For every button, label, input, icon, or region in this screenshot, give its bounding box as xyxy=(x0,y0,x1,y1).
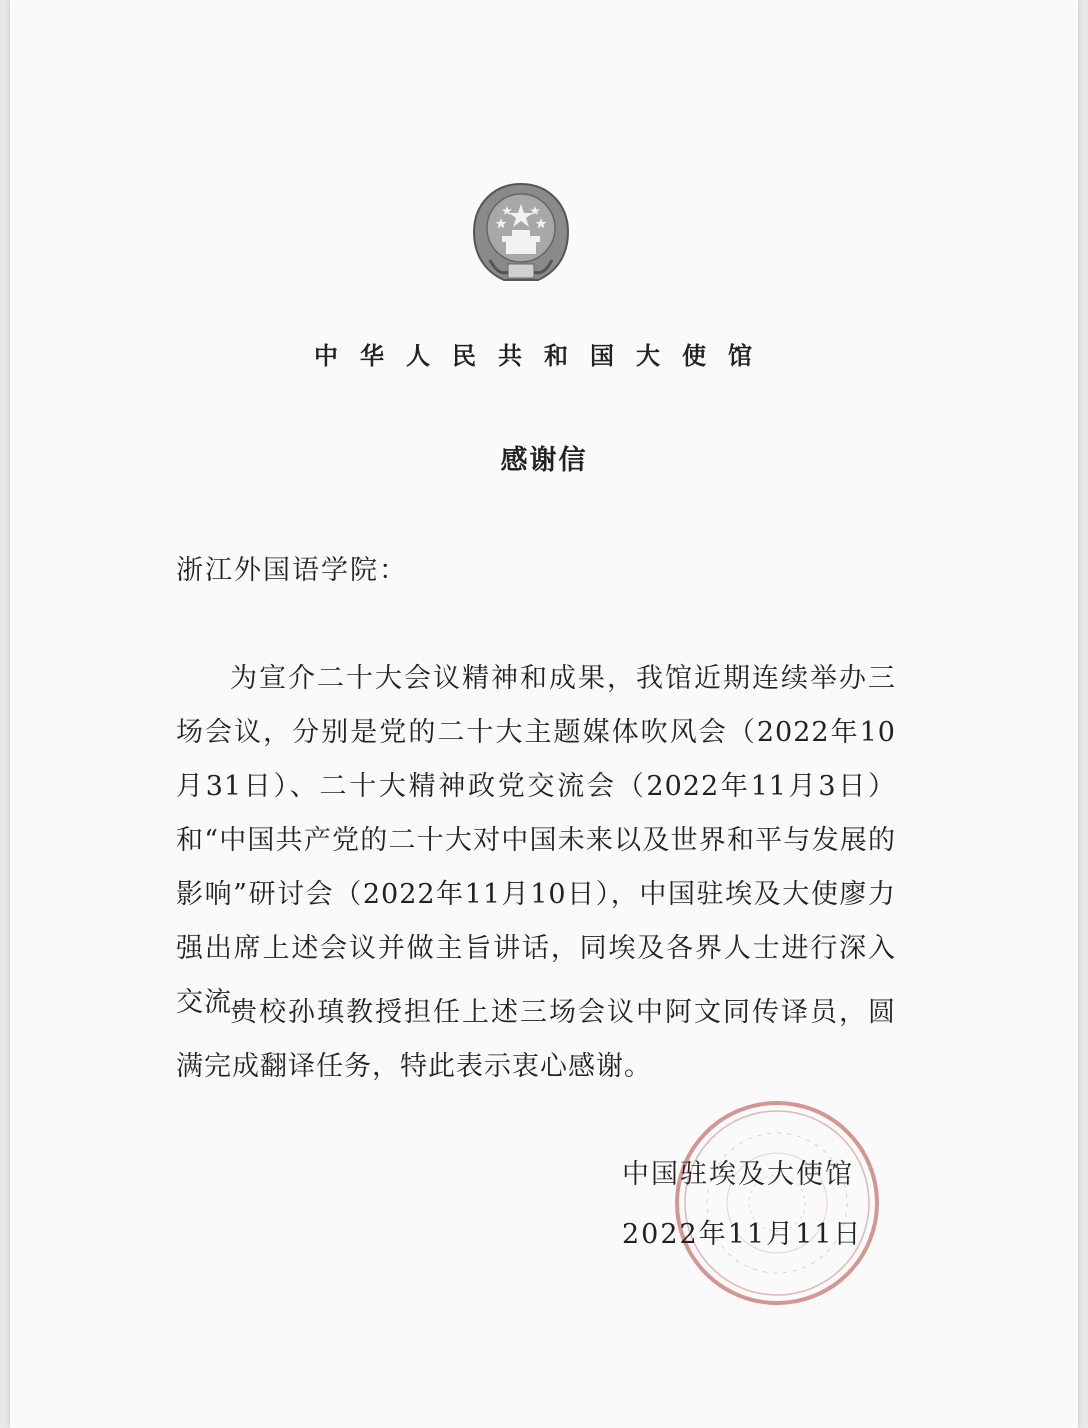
letter-page xyxy=(10,0,1078,1428)
letter-paragraph: 贵校孙瑱教授担任上述三场会议中阿文同传译员，圆满完成翻译任务，特此表示衷心感谢。 xyxy=(176,997,896,1082)
signature-organization: 中国驻埃及大使馆 xyxy=(622,1159,854,1190)
signature-date: 2022年11月11日 xyxy=(622,1219,863,1250)
letter-title: 感谢信 xyxy=(500,445,588,476)
national-emblem-icon xyxy=(468,180,574,290)
letter-paragraph: 为宣介二十大会议精神和成果，我馆近期连续举办三场会议，分别是党的二十大主题媒体吹风会（2022年10月31日）、二十大精神政党交流会（2022年11月3日）和“中国共产党的二十大对中国未来以及世界和平与发展的影响”研讨会（2022年11月10日），中国驻埃及大使廖力强出席上述会议并做主旨讲话，同埃及各界人士进行深入交流。 xyxy=(176,663,896,1018)
official-seal-icon xyxy=(672,1098,882,1308)
recipient: 浙江外国语学院： xyxy=(176,555,408,586)
embassy-letterhead: 中华人民共和国大使馆 xyxy=(314,342,774,370)
